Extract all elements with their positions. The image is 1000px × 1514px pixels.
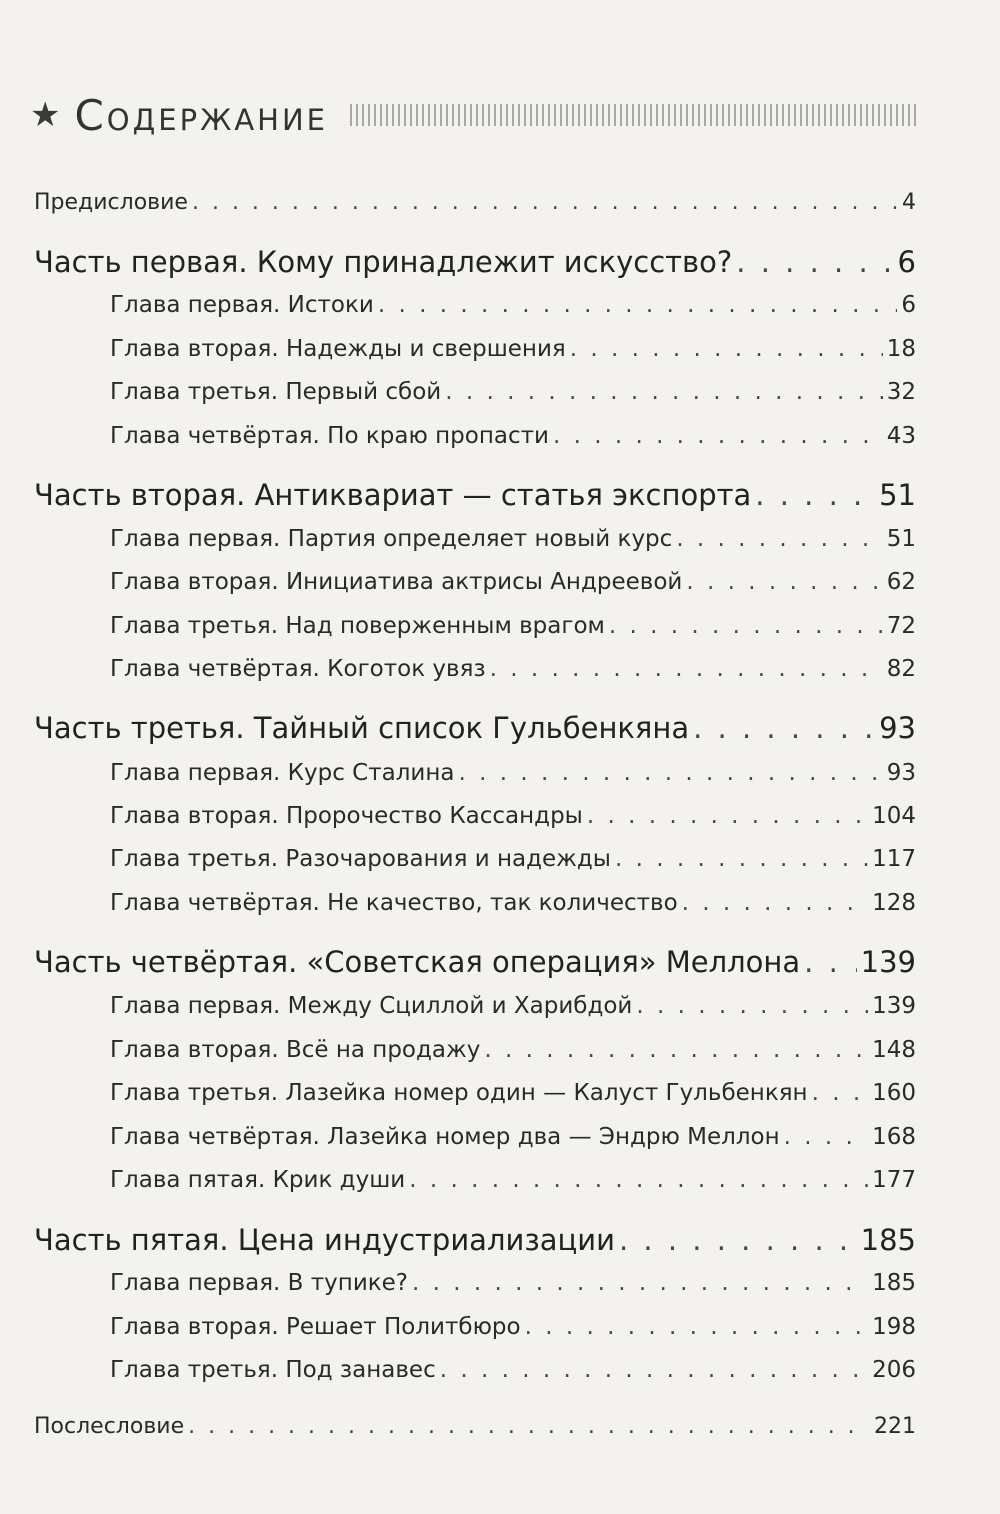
entry-title: Часть первая. Кому принадлежит искусство? xyxy=(34,245,733,279)
entry-title: Часть третья. Тайный список Гульбенкяна xyxy=(34,711,690,745)
entry-page-number: 185 xyxy=(860,1223,916,1257)
dot-leader xyxy=(755,478,875,512)
entry-page-number: 93 xyxy=(879,711,916,745)
entry-page-number: 117 xyxy=(872,846,916,872)
entry-title: Часть пятая. Цена индустриализации xyxy=(34,1223,615,1257)
toc-entry-chapter xyxy=(110,760,916,786)
toc-entry-chapter xyxy=(110,526,916,552)
toc-entry-preface xyxy=(34,190,916,215)
dot-leader xyxy=(409,1167,868,1193)
entry-page-number: 51 xyxy=(879,478,916,512)
entry-page-number: 198 xyxy=(872,1314,916,1340)
entry-page-number: 221 xyxy=(874,1414,916,1439)
toc-entry-part xyxy=(34,711,916,745)
entry-title: Глава первая. Партия определяет новый курс xyxy=(110,526,673,552)
entry-page-number: 32 xyxy=(886,379,916,405)
toc-entry-chapter xyxy=(110,336,916,362)
dot-leader xyxy=(445,379,883,405)
entry-page-number: 128 xyxy=(872,890,916,916)
toc-entry-chapter xyxy=(110,1314,916,1340)
entry-title: Глава четвёртая. Лазейка номер два — Эндрю Меллон xyxy=(110,1124,780,1150)
toc-entry-chapter xyxy=(110,993,916,1019)
entry-page-number: 51 xyxy=(886,526,916,552)
dot-leader xyxy=(484,1037,868,1063)
toc-entry-chapter xyxy=(110,379,916,405)
entry-title: Глава третья. Разочарования и надежды xyxy=(110,846,611,872)
entry-page-number: 148 xyxy=(872,1037,916,1063)
entry-page-number: 185 xyxy=(872,1270,916,1296)
entry-page-number: 4 xyxy=(902,190,916,215)
dot-leader xyxy=(615,846,868,872)
entry-title: Часть вторая. Антиквариат — статья экспорта xyxy=(34,478,752,512)
toc-entry-part xyxy=(34,945,916,979)
entry-title: Глава четвёртая. Коготок увяз xyxy=(110,656,486,682)
toc-entry-chapter xyxy=(110,1037,916,1063)
dot-leader xyxy=(459,760,883,786)
dot-leader xyxy=(619,1223,857,1257)
contents-header xyxy=(30,84,920,146)
entry-title: Глава первая. Между Сциллой и Харибдой xyxy=(110,993,633,1019)
toc-entry-chapter xyxy=(110,1124,916,1150)
star-icon: ★ xyxy=(30,95,61,135)
toc-entry-chapter xyxy=(110,292,916,318)
entry-title: Глава третья. Первый сбой xyxy=(110,379,442,405)
entry-page-number: 177 xyxy=(872,1167,916,1193)
toc-entry-chapter xyxy=(110,890,916,916)
dot-leader xyxy=(412,1270,868,1296)
entry-page-number: 18 xyxy=(886,336,916,362)
toc-entry-chapter xyxy=(110,423,916,449)
entry-page-number: 6 xyxy=(901,292,916,318)
entry-title: Глава вторая. Инициатива актрисы Андреевой xyxy=(110,569,683,595)
entry-title: Часть четвёртая. «Советская операция» Меллона xyxy=(34,945,801,979)
decorative-rule xyxy=(350,104,920,126)
entry-page-number: 139 xyxy=(860,945,916,979)
page-title: Содержание xyxy=(74,90,329,140)
entry-page-number: 62 xyxy=(886,569,916,595)
dot-leader xyxy=(587,803,868,829)
entry-title: Глава первая. В тупике? xyxy=(110,1270,409,1296)
dot-leader xyxy=(676,526,882,552)
toc-entry-chapter xyxy=(110,803,916,829)
entry-page-number: 72 xyxy=(886,613,916,639)
dot-leader xyxy=(804,945,857,979)
dot-leader xyxy=(490,656,883,682)
dot-leader xyxy=(378,292,898,318)
entry-title: Глава третья. Под занавес xyxy=(110,1357,436,1383)
dot-leader xyxy=(636,993,868,1019)
entry-title: Глава вторая. Всё на продажу xyxy=(110,1037,481,1063)
toc-entry-chapter xyxy=(110,1167,916,1193)
toc-entry-part xyxy=(34,1223,916,1257)
entry-page-number: 168 xyxy=(872,1124,916,1150)
dot-leader xyxy=(736,245,893,279)
dot-leader xyxy=(570,336,883,362)
entry-title: Глава третья. Лазейка номер один — Калуст Гульбенкян xyxy=(110,1080,808,1106)
dot-leader xyxy=(693,711,875,745)
toc-entry-chapter xyxy=(110,846,916,872)
entry-page-number: 93 xyxy=(886,760,916,786)
dot-leader xyxy=(784,1124,868,1150)
dot-leader xyxy=(553,423,883,449)
entry-title: Глава четвёртая. По краю пропасти xyxy=(110,423,549,449)
entry-title: Глава первая. Истоки xyxy=(110,292,374,318)
dot-leader xyxy=(609,613,883,639)
toc-entry-chapter xyxy=(110,656,916,682)
entry-page-number: 43 xyxy=(886,423,916,449)
entry-page-number: 139 xyxy=(872,993,916,1019)
toc-entry-chapter xyxy=(110,1357,916,1383)
entry-title: Глава четвёртая. Не качество, так количество xyxy=(110,890,678,916)
dot-leader xyxy=(188,1414,870,1439)
entry-title: Глава первая. Курс Сталина xyxy=(110,760,455,786)
entry-title: Послесловие xyxy=(34,1414,185,1439)
toc-entry-afterword xyxy=(34,1414,916,1439)
entry-title: Глава пятая. Крик души xyxy=(110,1167,406,1193)
entry-page-number: 104 xyxy=(872,803,916,829)
toc-entry-chapter xyxy=(110,1080,916,1106)
dot-leader xyxy=(192,190,898,215)
entry-title: Глава третья. Над поверженным врагом xyxy=(110,613,605,639)
entry-page-number: 160 xyxy=(872,1080,916,1106)
dot-leader xyxy=(440,1357,868,1383)
entry-title: Предисловие xyxy=(34,190,188,215)
dot-leader xyxy=(812,1080,869,1106)
toc-entry-part xyxy=(34,478,916,512)
entry-page-number: 82 xyxy=(886,656,916,682)
dot-leader xyxy=(682,890,868,916)
dot-leader xyxy=(525,1314,868,1340)
dot-leader xyxy=(686,569,882,595)
entry-title: Глава вторая. Решает Политбюро xyxy=(110,1314,521,1340)
entry-title: Глава вторая. Надежды и свершения xyxy=(110,336,566,362)
toc-entry-chapter xyxy=(110,569,916,595)
toc-entry-chapter xyxy=(110,1270,916,1296)
toc-entry-chapter xyxy=(110,613,916,639)
entry-page-number: 6 xyxy=(897,245,916,279)
toc-entry-part xyxy=(34,245,916,279)
entry-title: Глава вторая. Пророчество Кассандры xyxy=(110,803,583,829)
entry-page-number: 206 xyxy=(872,1357,916,1383)
